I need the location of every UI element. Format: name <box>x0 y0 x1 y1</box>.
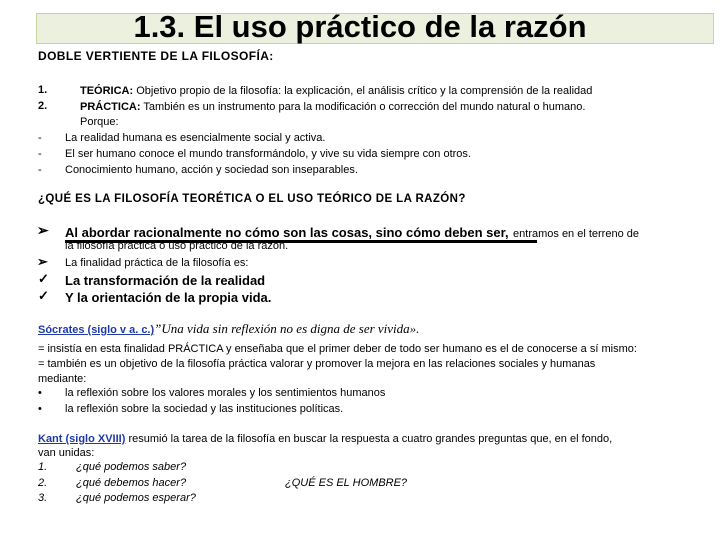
socrates-text-line: = insistía en esta finalidad PRÁCTICA y enseñaba que el primer deber de todo ser humano es el de conocerse a sí mismo: <box>38 343 637 355</box>
list-marker: 1. <box>38 84 48 96</box>
dash-marker: - <box>38 164 42 176</box>
item-text: Objetivo propio de la filosofía: la explicación, el análisis crítico y la comprensión de la realidad <box>136 85 593 97</box>
bullet-marker: • <box>38 387 42 399</box>
kant-summary-question: ¿QUÉ ES EL HOMBRE? <box>285 477 408 489</box>
question-marker: 1. <box>38 461 48 473</box>
item-label: TEÓRICA: <box>80 85 134 97</box>
question-item: ¿qué debemos hacer? <box>76 477 187 489</box>
kant-text: resumió la tarea de la filosofía en buscar la respuesta a cuatro grandes preguntas que, en el fondo, <box>128 433 613 445</box>
dash-marker: - <box>38 132 42 144</box>
check-item-1: La transformación de la realidad <box>65 273 266 288</box>
socrates-text-line: mediante: <box>38 373 87 385</box>
list-item: Conocimiento humano, acción y sociedad son inseparables. <box>65 164 358 176</box>
arrow-item-bold: Al abordar racionalmente no cómo son las cosas, sino cómo deben ser, <box>65 225 509 240</box>
arrow-item-2: La finalidad práctica de la filosofía es: <box>65 257 249 269</box>
socrates-line <box>38 320 419 338</box>
section-heading-filosofia-teoretica: ¿QUÉ ES LA FILOSOFÍA TEORÉTICA O EL USO TEÓRICO DE LA RAZÓN? <box>38 193 466 205</box>
page-title: 1.3. El uso práctico de la razón <box>133 9 587 44</box>
checkmark-icon: ✓ <box>38 288 49 303</box>
dash-marker: - <box>38 148 42 160</box>
socrates-quote: ”Una vida sin reflexión no es digna de ser vivida». <box>154 321 420 336</box>
section-heading-doble-vertiente: DOBLE VERTIENTE DE LA FILOSOFÍA: <box>38 49 274 63</box>
item-label: PRÁCTICA: <box>80 101 141 113</box>
arrow-item-rest: entramos en el terreno de <box>513 228 639 240</box>
list-item-teorica <box>80 84 592 98</box>
kant-line <box>38 432 612 446</box>
socrates-text-line: = también es un objetivo de la filosofía práctica valorar y promover la mejora en las relaciones sociales y humanas <box>38 358 596 370</box>
list-item-practica <box>80 100 585 114</box>
bullet-item: la reflexión sobre la sociedad y las instituciones políticas. <box>65 403 344 415</box>
question-marker: 3. <box>38 492 48 504</box>
bullet-item: la reflexión sobre los valores morales y los sentimientos humanos <box>65 387 386 399</box>
item-text: También es un instrumento para la modificación o corrección del mundo natural o humano. <box>143 101 586 113</box>
kant-text-continuation: van unidas: <box>38 447 95 459</box>
checkmark-icon: ✓ <box>38 271 49 286</box>
bullet-marker: • <box>38 403 42 415</box>
list-marker: 2. <box>38 100 48 112</box>
list-item: El ser humano conoce el mundo transformándolo, y vive su vida siempre con otros. <box>65 148 471 160</box>
question-item: ¿qué podemos esperar? <box>76 492 196 504</box>
arrow-item-continuation: la filosofía práctica o uso práctico de la razón. <box>65 240 289 252</box>
list-item: La realidad humana es esencialmente social y activa. <box>65 132 326 144</box>
arrow-right-icon: ➢ <box>37 222 49 238</box>
question-marker: 2. <box>38 477 48 489</box>
check-item-2: Y la orientación de la propia vida. <box>65 290 272 305</box>
socrates-name: Sócrates (siglo v a. c.) <box>38 324 155 336</box>
arrow-right-icon: ➢ <box>37 254 48 269</box>
kant-name: Kant (siglo XVIII) <box>38 433 126 445</box>
porque-label: Porque: <box>80 116 119 128</box>
question-item: ¿qué podemos saber? <box>76 461 187 473</box>
